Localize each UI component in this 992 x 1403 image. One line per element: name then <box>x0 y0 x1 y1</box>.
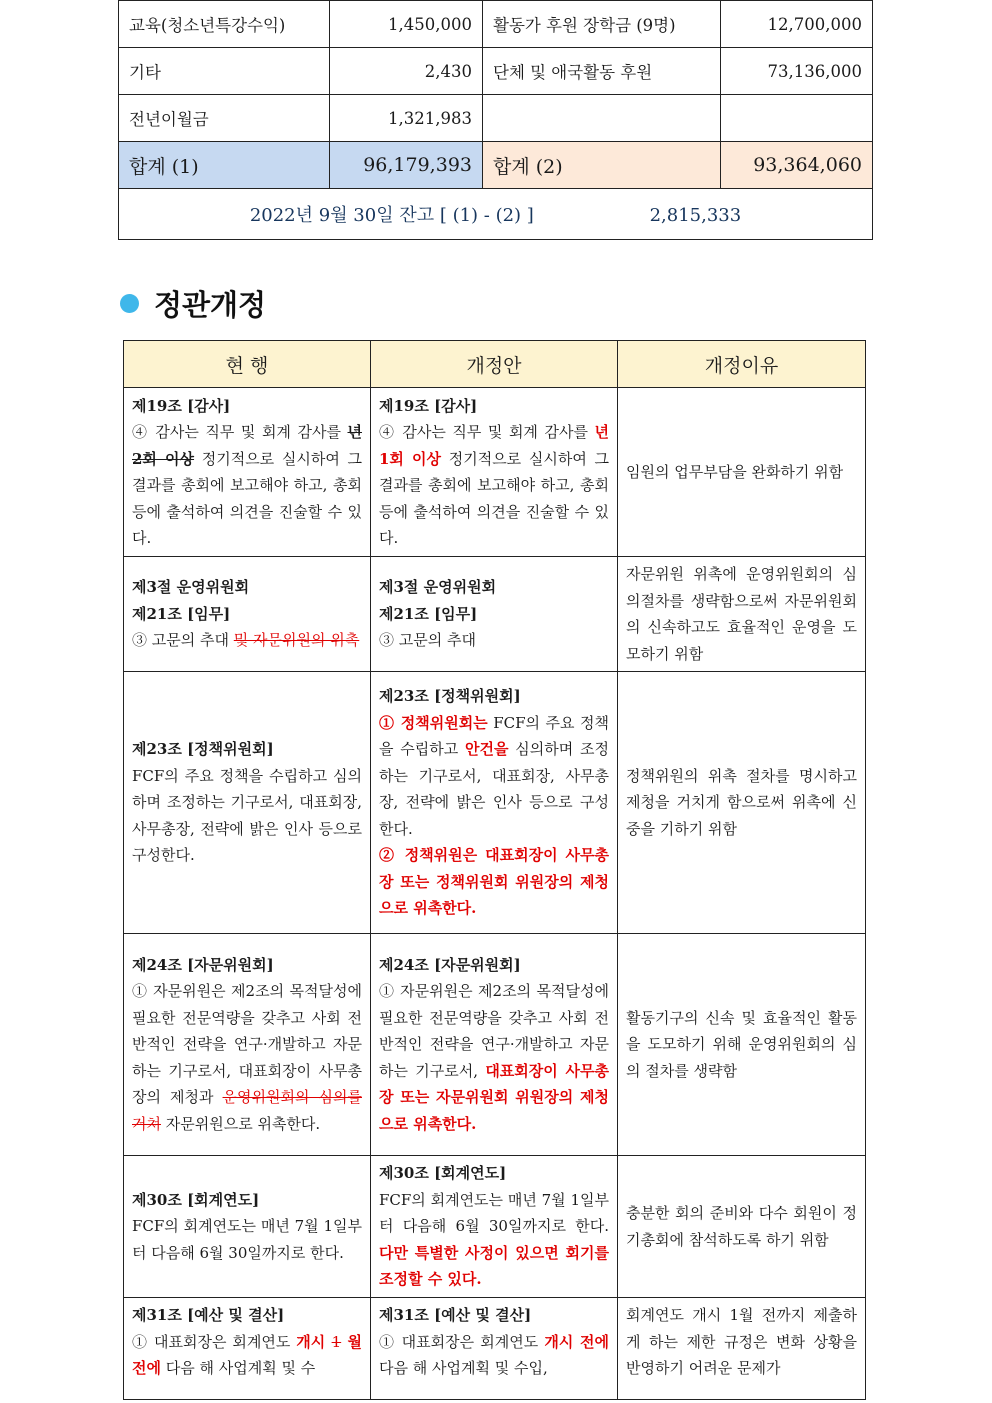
clause-text: 정기적으로 실시하여 그 결과를 총회에 보고해야 하고, 총회 등에 출석하여 의견을 진술할 수 있다. <box>379 449 609 547</box>
proposed-cell <box>371 672 618 934</box>
chapter-title: 제3절 운영위원회 <box>379 578 497 597</box>
clause-text: 심의하며 조정하는 기구로서, 대표회장, 사무총장, 전략에 밝은 인사 등으로 구성한다. <box>379 740 609 838</box>
clause-text: ① 자문위원은 제2조의 목적달성에 필요한 전문역량을 갖추고 사회 전반적인 전략을 연구·개발하고 자문하는 기구로서, <box>379 982 609 1080</box>
article-title: 제30조 [회계연도] <box>379 1164 507 1183</box>
header-current: 현 행 <box>124 341 371 388</box>
amendment-header-row <box>124 341 866 388</box>
total2-amount: 93,364,060 <box>721 142 873 189</box>
inserted-text: 개시 <box>296 1332 332 1351</box>
reason-cell: 충분한 회의 준비와 다수 회원이 정기총회에 참석하도록 하기 위함 <box>618 1156 866 1298</box>
clause-text: ③ 고문의 추대 <box>379 631 476 650</box>
inserted-text: ① 정책위원회는 <box>379 713 488 732</box>
deleted-text: 운영위원회의 심의를 거쳐 <box>132 1088 362 1133</box>
income-label: 전년이월금 <box>119 95 330 142</box>
proposed-cell <box>371 934 618 1156</box>
balance-label: 2022년 9월 30일 잔고 [ (1) - (2) ] <box>249 205 534 226</box>
bullet-dot-icon <box>120 294 139 313</box>
article-title: 제30조 [회계연도] <box>132 1190 260 1209</box>
balance-amount: 2,815,333 <box>649 205 742 226</box>
inserted-text: 월전에 <box>132 1332 363 1377</box>
clause-text: ④ 감사는 직무 및 회계 감사를 <box>132 423 348 441</box>
clause-text: ① 자문위원은 제2조의 목적달성에 필요한 전문역량을 갖추고 사회 전반적인 전략을 연구·개발하고 자문하는 기구로서, 대표회장이 사무총장의 제청과 <box>132 982 362 1107</box>
total1-amount: 96,179,393 <box>330 142 483 189</box>
income-label: 교육(청소년특강수익) <box>119 1 330 48</box>
inserted-text: 다만 특별한 사정이 있으면 회기를 조정할 수 있다. <box>379 1243 609 1289</box>
finance-table <box>118 0 873 240</box>
clause-text: ④ 감사는 직무 및 회계 감사를 <box>379 423 595 441</box>
proposed-cell <box>371 1156 618 1298</box>
income-label: 기타 <box>119 48 330 95</box>
income-amount: 1,321,983 <box>330 95 483 142</box>
proposed-cell <box>371 388 618 557</box>
current-cell <box>124 1156 371 1298</box>
article-title: 제19조 [감사] <box>132 396 231 415</box>
expense-amount: 12,700,000 <box>721 1 873 48</box>
deleted-text: 및 자문위원의 위촉 <box>233 631 360 650</box>
finance-row <box>119 48 873 95</box>
article-title: 제31조 [예산 및 결산] <box>132 1306 285 1324</box>
deleted-text: 년 2회 이상 <box>132 423 362 468</box>
balance-row <box>119 189 873 240</box>
amendment-row <box>124 1298 866 1400</box>
clause-text: ① 대표회장은 회계연도 <box>379 1332 545 1351</box>
clause-text: ① 대표회장은 회계연도 <box>132 1332 297 1351</box>
clause-text: FCF의 회계연도는 매년 7월 1일부터 다음해 6월 30일까지로 한다. <box>132 1217 362 1262</box>
deleted-text: 1 <box>331 1332 342 1351</box>
clause-text: FCF의 주요 정책을 수립하고 심의하며 조정하는 기구로서, 대표회장, 사무총장, 전략에 밝은 인사 등으로 구성한다. <box>132 766 362 865</box>
income-amount: 1,450,000 <box>330 1 483 48</box>
article-title: 제24조 [자문위원회] <box>132 955 274 974</box>
income-amount: 2,430 <box>330 48 483 95</box>
article-title: 제23조 [정책위원회] <box>132 740 274 759</box>
inserted-text: 년 1회 이상 <box>379 423 609 468</box>
chapter-title: 제3절 운영위원회 <box>132 578 250 597</box>
proposed-cell <box>371 1298 618 1400</box>
section-title: 정관개정 <box>154 287 267 322</box>
article-title: 제23조 [정책위원회] <box>379 687 521 706</box>
clause-text: 다음 해 사업계획 및 수 <box>160 1359 316 1377</box>
reason-cell: 회계연도 개시 1월 전까지 제출하게 하는 제한 규정은 변화 상황을 반영하기 어려운 문제가 <box>618 1298 866 1400</box>
current-cell <box>124 388 371 557</box>
expense-amount <box>721 95 873 142</box>
totals-row <box>119 142 873 189</box>
clause-text: FCF의 주요 정책을 수립하고 <box>379 713 609 759</box>
finance-row <box>119 1 873 48</box>
inserted-text: 안건을 <box>465 740 509 759</box>
proposed-cell <box>371 557 618 672</box>
expense-label: 단체 및 애국활동 후원 <box>483 48 721 95</box>
clause-text: 정기적으로 실시하여 그 결과를 총회에 보고해야 하고, 총회 등에 출석하여 의견을 진술할 수 있다. <box>132 449 362 547</box>
article-title: 제21조 [임무] <box>379 604 478 623</box>
inserted-clause: ② 정책위원은 대표회장이 사무총장 또는 정책위원회 위원장의 제청으로 위촉한다. <box>379 846 609 918</box>
amendment-row <box>124 557 866 672</box>
total1-label: 합계 (1) <box>119 142 330 189</box>
clause-text: 자문위원으로 위촉한다. <box>160 1114 321 1133</box>
inserted-text: 개시 전에 <box>544 1332 609 1351</box>
inserted-text: 대표회장이 사무총장 또는 자문위원회 위원장의 제청으로 위촉한다. <box>379 1061 609 1133</box>
article-title: 제31조 [예산 및 결산] <box>379 1306 532 1324</box>
total2-label: 합계 (2) <box>483 142 721 189</box>
article-title: 제24조 [자문위원회] <box>379 955 521 974</box>
header-reason: 개정이유 <box>618 341 866 388</box>
article-title: 제21조 [임무] <box>132 604 231 623</box>
amendment-row <box>124 934 866 1156</box>
current-cell <box>124 672 371 934</box>
reason-cell: 임원의 업무부담을 완화하기 위함 <box>618 388 866 557</box>
current-cell <box>124 557 371 672</box>
amendment-row <box>124 672 866 934</box>
expense-label <box>483 95 721 142</box>
reason-cell: 활동기구의 신속 및 효율적인 활동을 도모하기 위해 운영위원회의 심의 절차를 생략함 <box>618 934 866 1156</box>
amendment-row <box>124 1156 866 1298</box>
expense-label: 활동가 후원 장학금 (9명) <box>483 1 721 48</box>
reason-cell: 자문위원 위촉에 운영위원회의 심의절차를 생략함으로써 자문위원회의 신속하고도 효율적인 운영을 도모하기 위함 <box>618 557 866 672</box>
amendment-table <box>123 340 866 1400</box>
amendment-row <box>124 388 866 557</box>
expense-amount: 73,136,000 <box>721 48 873 95</box>
current-cell <box>124 934 371 1156</box>
reason-cell: 정책위원의 위촉 절차를 명시하고 제청을 거치게 함으로써 위촉에 신중을 기하기 위함 <box>618 672 866 934</box>
clause-text: 다음 해 사업계획 및 수입, <box>379 1359 548 1377</box>
header-proposed: 개정안 <box>371 341 618 388</box>
clause-text: FCF의 회계연도는 매년 7월 1일부터 다음해 6월 30일까지로 한다. <box>379 1190 609 1236</box>
article-title: 제19조 [감사] <box>379 396 478 415</box>
finance-row <box>119 95 873 142</box>
section-heading <box>120 283 266 323</box>
clause-text: ③ 고문의 추대 <box>132 631 234 650</box>
current-cell <box>124 1298 371 1400</box>
